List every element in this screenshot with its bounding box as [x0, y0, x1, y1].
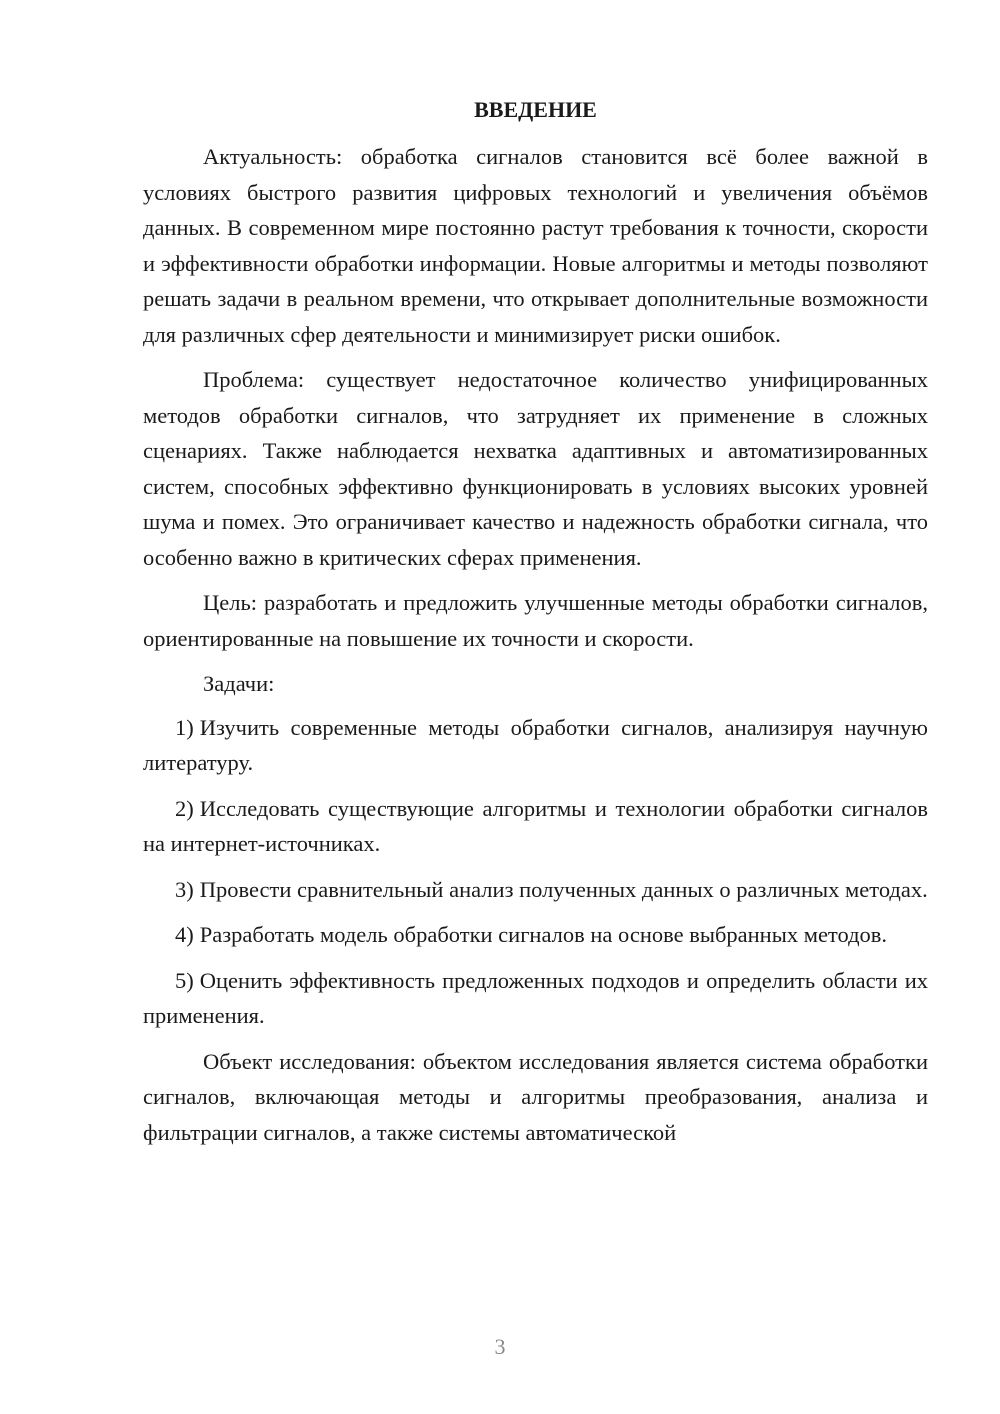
task-text: Провести сравнительный анализ полученных данных о различных методах.: [199, 876, 928, 902]
task-number: 1): [175, 714, 194, 740]
task-number: 5): [175, 967, 194, 993]
task-number: 4): [175, 922, 194, 947]
task-item-2: [143, 791, 928, 862]
task-text: Изучить современные методы обработки сигналов, анализируя научную литературу.: [143, 714, 928, 775]
paragraph-goal: Цель: разработать и предложить улучшенные методы обработки сигналов, ориентированные на повышение их точности и скорости.: [143, 590, 928, 651]
task-text: Исследовать существующие алгоритмы и технологии обработки сигналов на интернет-источниках.: [143, 795, 928, 856]
paragraph-relevance: Актуальность: обработка сигналов становится всё более важной в условиях быстрого развития цифровых технологий и увеличения объёмов данных. В современном мире постоянно растут требования к точности, скорости и эффективности обработки информации. Новые алгоритмы и методы позволяют решать задачи в реальном времени, что открывает дополнительные возможности для различных сфер деятельности и минимизирует риски ошибок.: [143, 144, 928, 347]
page-content: [143, 92, 928, 1160]
task-item-1: [143, 710, 928, 781]
section-title: ВВЕДЕНИЕ: [474, 97, 597, 122]
task-item-5: [143, 963, 928, 1034]
page-number: 3: [494, 1334, 506, 1359]
task-number: 2): [175, 795, 194, 821]
task-item-4: [143, 917, 928, 953]
tasks-heading: Задачи:: [203, 671, 275, 696]
paragraph-research-object: Объект исследования: объектом исследования является система обработки сигналов, включающая методы и алгоритмы преобразования, анализа и фильтрации сигналов, а также системы автоматической: [143, 1048, 928, 1145]
task-text: Оценить эффективность предложенных подходов и определить области их применения.: [143, 967, 928, 1028]
task-number: 3): [175, 876, 194, 902]
task-item-3: [143, 872, 928, 908]
paragraph-problem: Проблема: существует недостаточное количество унифицированных методов обработки сигналов, что затрудняет их применение в сложных сценариях. Также наблюдается нехватка адаптивных и автоматизированных систем, способных эффективно функционировать в условиях высоких уровней шума и помех. Это ограничивает качество и надежность обработки сигнала, что особенно важно в критических сферах применения.: [143, 367, 928, 570]
task-text: Разработать модель обработки сигналов на основе выбранных методов.: [199, 922, 888, 947]
